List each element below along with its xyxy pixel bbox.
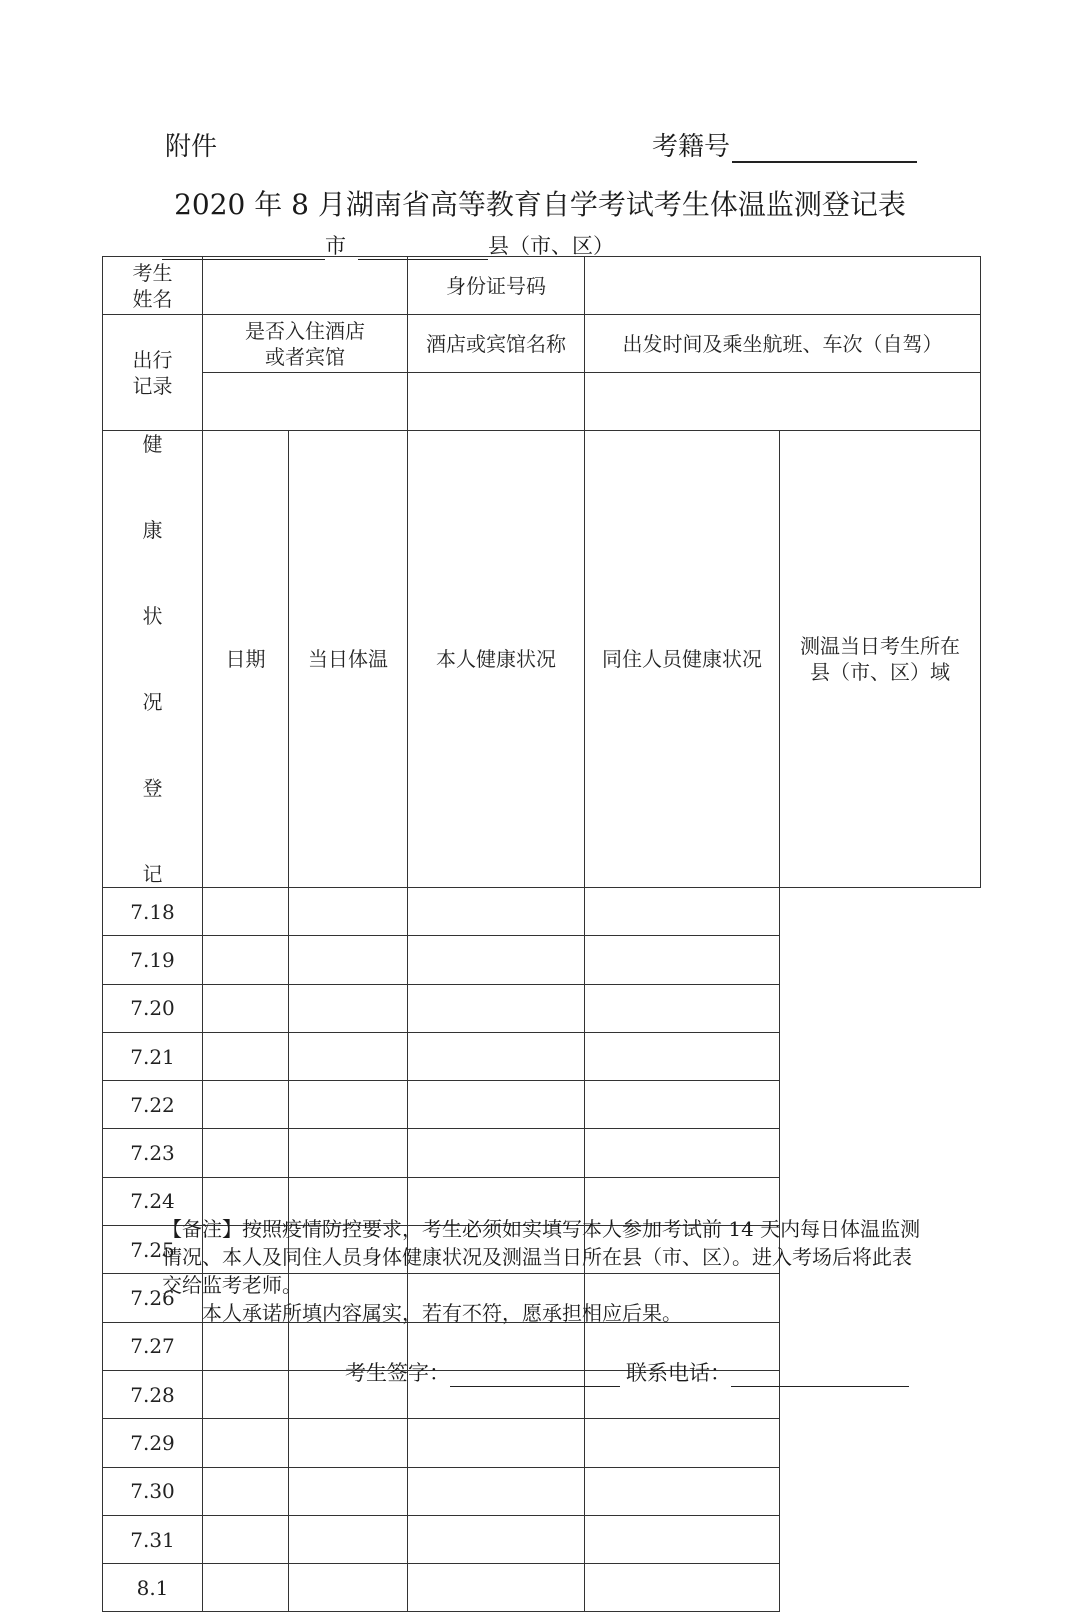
self-health-input[interactable]	[289, 1081, 408, 1129]
exam-number-label: 考籍号	[652, 132, 731, 162]
cohabitant-health-input[interactable]	[408, 1564, 585, 1612]
temperature-input[interactable]	[203, 1129, 289, 1177]
city-label: 市	[325, 234, 346, 258]
county-label: 县（市、区）	[488, 234, 614, 258]
temperature-input[interactable]	[203, 1322, 289, 1370]
date-row	[103, 936, 981, 984]
date-cell: 7.30	[103, 1467, 203, 1515]
cohabitant-health-input[interactable]	[408, 1515, 585, 1563]
signature-line	[345, 1357, 909, 1387]
date-cell: 7.23	[103, 1129, 203, 1177]
location-input[interactable]	[585, 1032, 780, 1080]
date-cell: 7.18	[103, 888, 203, 936]
temperature-input[interactable]	[203, 1032, 289, 1080]
signature-blank[interactable]	[450, 1362, 620, 1387]
date-row	[103, 1564, 981, 1612]
location-input[interactable]	[585, 1081, 780, 1129]
hotel-question-header: 是否入住酒店或者宾馆	[203, 315, 408, 373]
location-input[interactable]	[585, 936, 780, 984]
col-header-location: 测温当日考生所在县（市、区）域	[780, 431, 981, 888]
hotel-question-input[interactable]	[203, 373, 408, 431]
cohabitant-health-input[interactable]	[408, 1419, 585, 1467]
location-input[interactable]	[585, 1515, 780, 1563]
health-record-label: 健 康 状 况 登 记	[103, 431, 203, 888]
self-health-input[interactable]	[289, 1129, 408, 1177]
name-input-cell[interactable]	[203, 257, 408, 315]
exam-number-blank[interactable]	[732, 131, 917, 163]
location-input[interactable]	[585, 1129, 780, 1177]
self-health-input[interactable]	[289, 936, 408, 984]
phone-blank[interactable]	[731, 1362, 909, 1387]
cohabitant-health-input[interactable]	[408, 1129, 585, 1177]
location-input[interactable]	[585, 1467, 780, 1515]
date-cell: 7.29	[103, 1419, 203, 1467]
date-cell: 8.1	[103, 1564, 203, 1612]
temperature-input[interactable]	[203, 1419, 289, 1467]
self-health-input[interactable]	[289, 888, 408, 936]
temperature-input[interactable]	[203, 1370, 289, 1418]
self-health-input[interactable]	[289, 1564, 408, 1612]
date-cell: 7.28	[103, 1370, 203, 1418]
date-row	[103, 984, 981, 1032]
remark-text: 【备注】按照疫情防控要求，考生必须如实填写本人参加考试前 14 天内每日体温监测情况、本人及同住人员身体健康状况及测温当日所在县（市、区）。进入考场后将此表交给监考老师。	[162, 1217, 921, 1297]
date-cell: 7.19	[103, 936, 203, 984]
self-health-input[interactable]	[289, 1032, 408, 1080]
date-cell: 7.31	[103, 1515, 203, 1563]
temperature-input[interactable]	[203, 1467, 289, 1515]
departure-header: 出发时间及乘坐航班、车次（自驾）	[585, 315, 981, 373]
temperature-input[interactable]	[203, 1515, 289, 1563]
cohabitant-health-input[interactable]	[408, 1032, 585, 1080]
self-health-input[interactable]	[289, 1419, 408, 1467]
location-input[interactable]	[585, 1419, 780, 1467]
id-input-cell[interactable]	[585, 257, 981, 315]
cohabitant-health-input[interactable]	[408, 984, 585, 1032]
temperature-form-table	[102, 256, 981, 1612]
temperature-input[interactable]	[203, 984, 289, 1032]
date-row	[103, 1419, 981, 1467]
travel-label: 出行记录	[103, 315, 203, 431]
date-row	[103, 1081, 981, 1129]
self-health-input[interactable]	[289, 984, 408, 1032]
cohabitant-health-input[interactable]	[408, 936, 585, 984]
temperature-input[interactable]	[203, 1081, 289, 1129]
remark-block	[162, 1215, 922, 1327]
col-header-temperature: 当日体温	[289, 431, 408, 888]
temperature-input[interactable]	[203, 936, 289, 984]
cohabitant-health-input[interactable]	[408, 1467, 585, 1515]
date-cell: 7.22	[103, 1081, 203, 1129]
col-header-self-health: 本人健康状况	[408, 431, 585, 888]
date-row	[103, 1467, 981, 1515]
name-label: 考生姓名	[103, 257, 203, 315]
date-cell: 7.25	[103, 1226, 203, 1274]
cohabitant-health-input[interactable]	[408, 888, 585, 936]
temperature-input[interactable]	[203, 1564, 289, 1612]
self-health-input[interactable]	[289, 1467, 408, 1515]
form-title: 2020 年 8 月湖南省高等教育自学考试考生体温监测登记表	[174, 188, 906, 221]
date-cell: 7.20	[103, 984, 203, 1032]
location-input[interactable]	[585, 1564, 780, 1612]
date-cell: 7.24	[103, 1177, 203, 1225]
date-row	[103, 888, 981, 936]
col-header-cohabitant-health: 同住人员健康状况	[585, 431, 780, 888]
promise-text: 本人承诺所填内容属实，若有不符，愿承担相应后果。	[202, 1301, 682, 1325]
attachment-label: 附件	[165, 132, 218, 162]
id-label: 身份证号码	[408, 257, 585, 315]
signature-label: 考生签字：	[345, 1361, 450, 1385]
hotel-name-input[interactable]	[408, 373, 585, 431]
date-cell: 7.26	[103, 1274, 203, 1322]
date-cell: 7.27	[103, 1322, 203, 1370]
location-input[interactable]	[585, 984, 780, 1032]
temperature-input[interactable]	[203, 888, 289, 936]
date-row	[103, 1032, 981, 1080]
phone-label: 联系电话：	[626, 1361, 731, 1385]
self-health-input[interactable]	[289, 1515, 408, 1563]
location-input[interactable]	[585, 888, 780, 936]
hotel-name-header: 酒店或宾馆名称	[408, 315, 585, 373]
date-cell: 7.21	[103, 1032, 203, 1080]
cohabitant-health-input[interactable]	[408, 1081, 585, 1129]
date-row	[103, 1129, 981, 1177]
exam-number-field	[652, 126, 917, 163]
col-header-date: 日期	[203, 431, 289, 888]
departure-input[interactable]	[585, 373, 981, 431]
date-row	[103, 1515, 981, 1563]
